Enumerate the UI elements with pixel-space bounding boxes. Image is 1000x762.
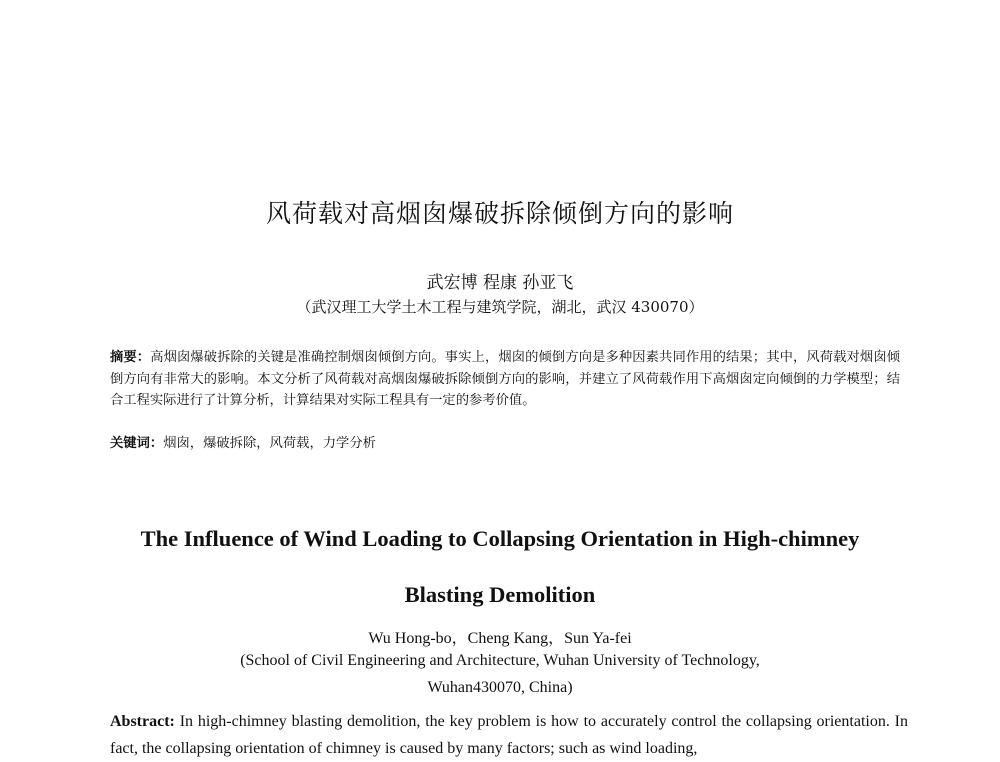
english-abstract	[110, 708, 908, 762]
chinese-keywords-text: 烟囱，爆破拆除，风荷载，力学分析	[163, 436, 376, 451]
chinese-abstract-paragraph	[110, 347, 900, 412]
english-affiliation-line-2: Wuhan430070, China)	[427, 679, 573, 696]
chinese-abstract	[110, 347, 900, 412]
chinese-title: 风荷载对高烟囱爆破拆除倾倒方向的影响	[265, 199, 734, 228]
english-abstract-text: In high-chimney blasting demolition, the key problem is how to accurately control the collapsing orientation. In fact, the collapsing orientation of chimney is caused by many factors; such as wind loading,	[110, 713, 908, 757]
english-title-line-2: Blasting Demolition	[404, 582, 596, 607]
english-title-line-1: The Influence of Wind Loading to Collapsing Orientation in High-chimney	[140, 526, 860, 551]
chinese-affiliation: （武汉理工大学土木工程与建筑学院，湖北，武汉 430070）	[296, 298, 704, 316]
english-authors: Wu Hong-bo，Cheng Kang，Sun Ya-fei	[368, 630, 632, 647]
english-abstract-label: Abstract:	[110, 713, 175, 730]
chinese-abstract-label: 摘要：	[110, 350, 151, 365]
english-abstract-paragraph	[110, 708, 908, 762]
chinese-keywords-label: 关键词：	[110, 436, 164, 451]
chinese-authors: 武宏博 程康 孙亚飞	[426, 273, 574, 293]
english-affiliation-line-1: (School of Civil Engineering and Architecture, Wuhan University of Technology,	[240, 652, 760, 669]
chinese-abstract-text: 高烟囱爆破拆除的关键是准确控制烟囱倾倒方向。事实上，烟囱的倾倒方向是多种因素共同作用的结果；其中，风荷载对烟囱倾倒方向有非常大的影响。本文分析了风荷载对高烟囱爆破拆除倾倒方向的影响，并建立了风荷载作用下高烟囱定向倾倒的力学模型；结合工程实际进行了计算分析，计算结果对实际工程具有一定的参考价值。	[110, 350, 901, 408]
chinese-keywords	[110, 433, 900, 454]
